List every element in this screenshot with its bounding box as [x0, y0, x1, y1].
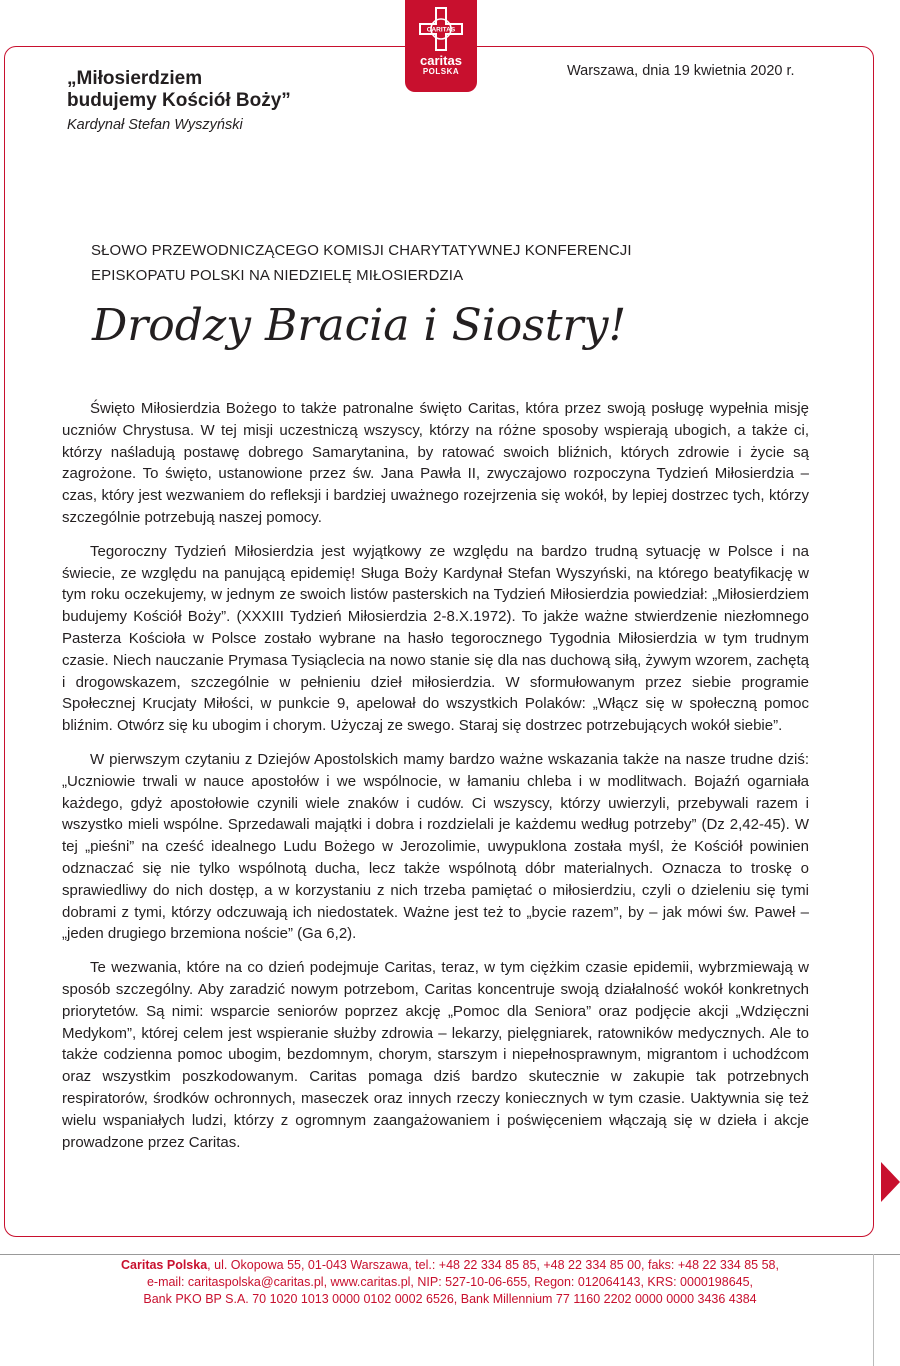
- next-page-arrow-icon[interactable]: [881, 1162, 900, 1202]
- paragraph: Tegoroczny Tydzień Miłosierdzia jest wyjątkowy ze względu na bardzo trudną sytuację w Polsce i na świecie, ze względu na panującą epidemię! Sługa Boży Kardynał Stefan Wyszyński, na którego beatyfikację w tym roku oczekujemy, w jednym ze swoich listów pasterskich na Tydzień Miłosierdzia powiedział: „Miłosierdziem budujemy Kościół Boży”. (XXXIII Tydzień Miłosierdzia 2-8.X.1972). To jakże ważne stwierdzenie niezłomnego Pasterza Kościoła w Polsce zostało wybrane na hasło tegorocznego Tygodnia Miłosierdzia w tym trudnym czasie. Niech nauczanie Prymasa Tysiąclecia na nowo stanie się dla nas duchową siłą, żywym wzorem, zachętą i drogowskazem, szczególnie w pełnieniu dzieł miłosierdzia. W sformułowanym przez siebie programie Społecznej Krucjaty Miłości, w punkcie 9, apelował do wszystkich Polaków: „Włącz się w społeczną pomoc bliźnim. Otwórz się ku ubogim i chorym. Użyczaj ze swego. Staraj się dostrzec potrzebujących wokół siebie”.: [62, 542, 809, 735]
- logo-name: caritas: [420, 53, 462, 68]
- letter-date: Warszawa, dnia 19 kwietnia 2020 r.: [567, 63, 795, 79]
- paragraph: Święto Miłosierdzia Bożego to także patronalne święto Caritas, która przez swoją posługę wypełnia misję uczniów Chrystusa. W tej misji uczestniczą wszyscy, którzy na różne sposoby wspierają ubogich, a także ci, którzy naśladują postawę dobrego Samarytanina, by ratować swoich bliźnich, których zdrowie i życie są zagrożone. To święto, ustanowione przez św. Jana Pawła II, zwyczajowo rozpoczyna Tydzień Miłosierdzia – czas, który jest wezwaniem do refleksji i bardziej uważnego rozejrzenia się wokół, by lepiej dostrzec tych, którzy szczególnie potrzebują naszej pomocy.: [62, 400, 809, 526]
- caritas-emblem-text: CARITAS: [426, 26, 456, 34]
- heading-line-1: SŁOWO PRZEWODNICZĄCEGO KOMISJI CHARYTATYWNEJ KONFERENCJI: [91, 242, 632, 259]
- footer-line-1: [0, 1257, 900, 1274]
- footer-line-2: e-mail: caritaspolska@caritas.pl, www.caritas.pl, NIP: 527-10-06-655, Regon: 012064143, KRS: 0000198645,: [146, 1275, 754, 1289]
- greeting: Drodzy Bracia i Siostry!: [92, 300, 627, 351]
- motto-line-2: budujemy Kościół Boży”: [67, 90, 291, 111]
- caritas-cross-icon: [418, 6, 464, 52]
- motto-line-1: „Miłosierdziem: [67, 68, 203, 89]
- footer-line-3: Bank PKO BP S.A. 70 1020 1013 0000 0102 0002 6526, Bank Millennium 77 1160 2202 0000 0000 3436 4384: [143, 1292, 757, 1306]
- paragraph: W pierwszym czytaniu z Dziejów Apostolskich mamy bardzo ważne wskazania także na nasze trudne dziś: „Uczniowie trwali w nauce apostołów i we wspólnocie, w łamaniu chleba i w modlitwach. Bojaźń ogarniała każdego, gdyż apostołowie czynili wiele znaków i cudów. Ci wszyscy, którzy uwierzyli, przebywali razem i wszystko mieli wspólne. Sprzedawali majątki i dobra i rozdzielali je każdemu według potrzeby” (Dz 2,42-45). W tej „pieśni” na cześć idealnego Ludu Bożego w Jerozolimie, uwypuklona została myśl, że Kościół powinien odznaczać się nie tylko wspólnotą ducha, lecz także wspólnotą dóbr materialnych. Oznacza to troskę o sprawiedliwy do nich dostęp, a w korzystaniu z nich trzeba pamiętać o miłosierdziu, czyli o dzieleniu się tymi dobrami z tymi, którzy odczuwają ich niedostatek. Ważne jest też to „bycie razem”, by – jak mówi św. Paweł – „jeden drugiego brzemiona noście” (Ga 6,2).: [62, 750, 809, 943]
- heading-line-2: EPISKOPATU POLSKI NA NIEDZIELĘ MIŁOSIERDZIA: [91, 267, 464, 284]
- paragraph: Te wezwania, które na co dzień podejmuje Caritas, teraz, w tym ciężkim czasie epidemii, wybrzmiewają w sposób szczególny. Aby zaradzić nowym potrzebom, Caritas koncentruje swoją działalność wokół konkretnych priorytetów. Są nimi: wsparcie seniorów poprzez akcję „Pomoc dla Seniora” oraz podjęcie akcji „Wdzięczni Medykom”, której celem jest wspieranie służby zdrowia – lekarzy, pielęgniarek, ratowników medycznych. Ale to także codzienna pomoc ubogim, bezdomnym, chorym, starszym i niepełnosprawnym, migrantom i uchodźcom oraz wszystkim poszkodowanym. Caritas pomaga dziś bardzo skutecznie w zakupie tak potrzebnych respiratorów, środków ochronnych, maseczek oraz innych rzeczy koniecznych w tym czasie. Uaktywnia się też wielu wspaniałych ludzi, którzy z ogromnym zaangażowaniem i poświęceniem włączają się w dzieła i akcje prowadzone przez Caritas.: [62, 959, 809, 1151]
- footer-address: , ul. Okopowa 55, 01-043 Warszawa, tel.: +48 22 334 85 85, +48 22 334 85 00, faks: +48 22 334 85 58,: [207, 1258, 779, 1272]
- footer-divider: [0, 1254, 900, 1255]
- document-heading: [91, 238, 791, 288]
- motto-author: Kardynał Stefan Wyszyński: [67, 117, 243, 133]
- letter-body: [62, 398, 809, 1165]
- logo-subtitle: POLSKA: [422, 67, 460, 76]
- motto: [67, 68, 291, 112]
- caritas-logo: [405, 0, 477, 92]
- footer: [0, 1257, 900, 1308]
- footer-org: Caritas Polska: [121, 1258, 208, 1272]
